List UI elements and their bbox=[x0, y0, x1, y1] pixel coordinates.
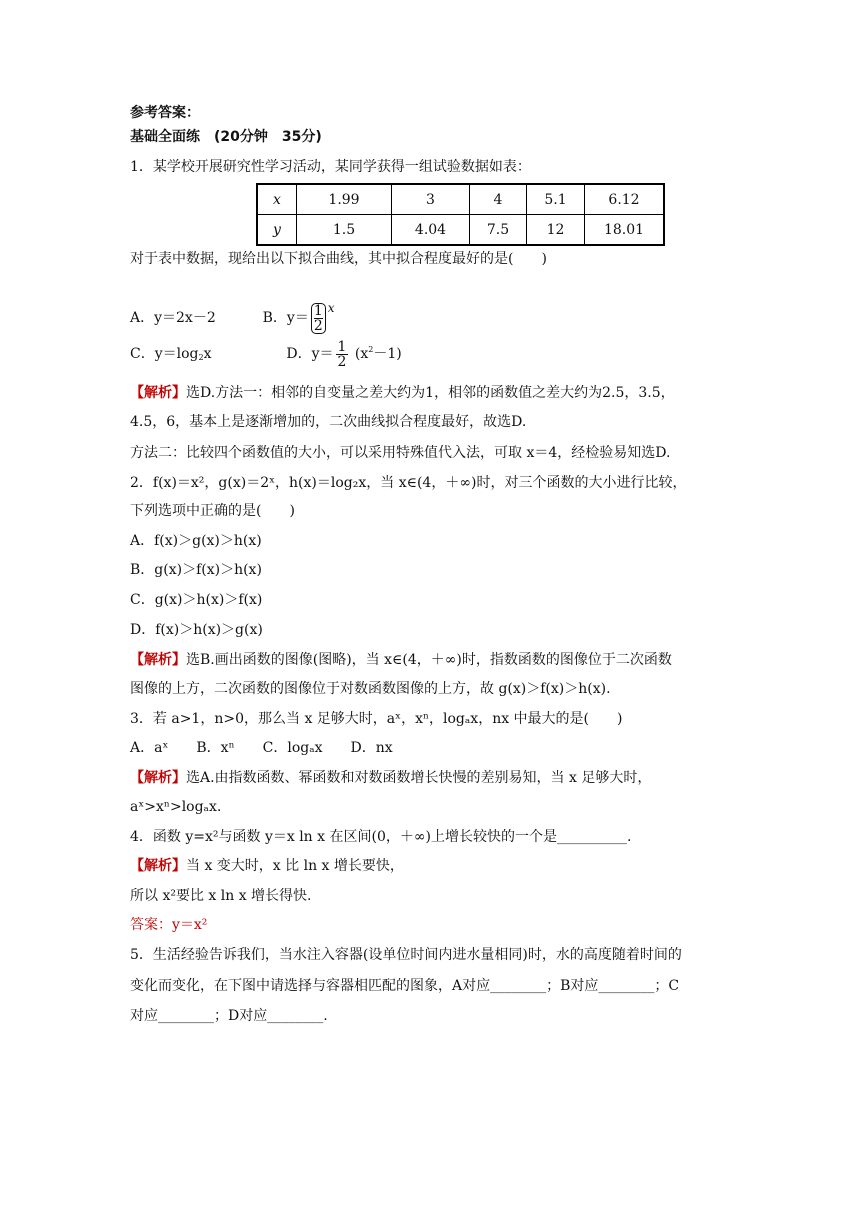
table-cell: 1.5 bbox=[297, 215, 392, 246]
question-1-options-cd bbox=[130, 336, 402, 372]
question-1-prompt: 对于表中数据，现给出以下拟合曲线，其中拟合程度最好的是( ) bbox=[130, 251, 547, 267]
question-1-options-ab bbox=[130, 288, 335, 338]
table-cell: 5.1 bbox=[527, 184, 585, 215]
fraction-half: $\frac{1}{2}$ bbox=[337, 338, 347, 370]
question-2-analysis-2: 图像的上方，二次函数的图像位于对数函数图像的上方，故 g(x)＞f(x)＞h(x). bbox=[130, 681, 611, 697]
question-3-analysis-1: 【解析】选A.由指数函数、幂函数和对数函数增长快慢的差别易知，当 x 足够大时， bbox=[130, 770, 652, 786]
option-c: C．$y=\log_2x$ bbox=[130, 346, 212, 362]
question-4-stem: 4．函数 y=x²与函数 y＝x ln x 在区间(0，＋∞)上增长较快的一个是__________. bbox=[130, 829, 632, 845]
question-5-line-2: 变化而变化，在下图中请选择与容器相匹配的图象，A对应________；B对应________；C bbox=[130, 978, 680, 994]
question-1-stem: 1．某学校开展研究性学习活动，某同学获得一组试验数据如表： bbox=[130, 159, 531, 175]
question-5-line-3: 对应________；D对应________. bbox=[130, 1008, 328, 1024]
fraction-half: $\frac{1}{2}$ bbox=[311, 303, 326, 334]
option-a: A．y＝2x－2 bbox=[130, 310, 216, 326]
question-1-analysis-2: 4.5，6，基本上是逐渐增加的，二次曲线拟合程度最好，故选D. bbox=[130, 414, 527, 430]
option-b: B．y＝ $\frac{1}{2}$ x bbox=[262, 301, 335, 334]
question-4-analysis-1: 【解析】当 x 变大时，x 比 ln x 增长要快， bbox=[130, 858, 404, 874]
question-3-analysis-2: aˣ>xⁿ>logₐx. bbox=[130, 799, 222, 815]
question-2-stem-1: 2．f(x)＝x²，g(x)＝2ˣ，h(x)＝log₂x，当 x∈(4，＋∞)时，对三个函数的大小进行比较， bbox=[130, 475, 687, 491]
table-cell: 4.04 bbox=[392, 215, 470, 246]
question-4-analysis-2: 所以 x²要比 x ln x 增长得快. bbox=[130, 888, 312, 904]
table-y-label: y bbox=[273, 221, 281, 238]
table-cell: 4 bbox=[470, 184, 527, 215]
table-cell: 7.5 bbox=[470, 215, 527, 246]
table-cell: 18.01 bbox=[585, 215, 665, 246]
question-2-option-d: D．f(x)＞h(x)＞g(x) bbox=[130, 622, 263, 638]
table-x-label: x bbox=[273, 191, 281, 208]
table-row bbox=[257, 215, 664, 246]
table-cell: 1.99 bbox=[297, 184, 392, 215]
question-2-option-a: A．f(x)＞g(x)＞h(x) bbox=[130, 533, 262, 549]
data-table bbox=[256, 183, 665, 246]
question-3-stem: 3．若 a>1，n>0，那么当 x 足够大时，aˣ，xⁿ，logₐx，nx 中最大的是( ) bbox=[130, 711, 623, 727]
answer-title: 参考答案： bbox=[130, 105, 200, 121]
table-cell: 3 bbox=[392, 184, 470, 215]
question-2-analysis-1: 【解析】选B.画出函数的图像(图略)，当 x∈(4，＋∞)时，指数函数的图像位于二次函数 bbox=[130, 652, 672, 668]
table-cell: 12 bbox=[527, 215, 585, 246]
question-5-line-1: 5．生活经验告诉我们，当水注入容器(设单位时间内进水量相同)时，水的高度随着时间的 bbox=[130, 947, 682, 963]
question-1-analysis-1: 【解析】选D.方法一：相邻的自变量之差大约为1，相邻的函数值之差大约为2.5，3.5， bbox=[130, 385, 675, 401]
question-4-answer: 答案：y＝x² bbox=[130, 917, 208, 933]
question-2-option-c: C．g(x)＞h(x)＞f(x) bbox=[130, 592, 263, 608]
question-2-option-b: B．g(x)＞f(x)＞h(x) bbox=[130, 562, 262, 578]
option-d: D．y＝ $\frac{1}{2}$ $(x^2-1)$ bbox=[286, 338, 402, 370]
question-3-options: A．aˣ B．xⁿ C．logₐx D．nx bbox=[130, 740, 393, 756]
table-row bbox=[257, 184, 664, 215]
table-cell: 6.12 bbox=[585, 184, 665, 215]
question-1-analysis-3: 方法二：比较四个函数值的大小，可以采用特殊值代入法，可取 x＝4，经检验易知选D. bbox=[130, 445, 671, 461]
section-heading: 基础全面练 (20分钟 35分) bbox=[130, 129, 322, 145]
question-2-stem-2: 下列选项中正确的是( ) bbox=[130, 503, 295, 519]
